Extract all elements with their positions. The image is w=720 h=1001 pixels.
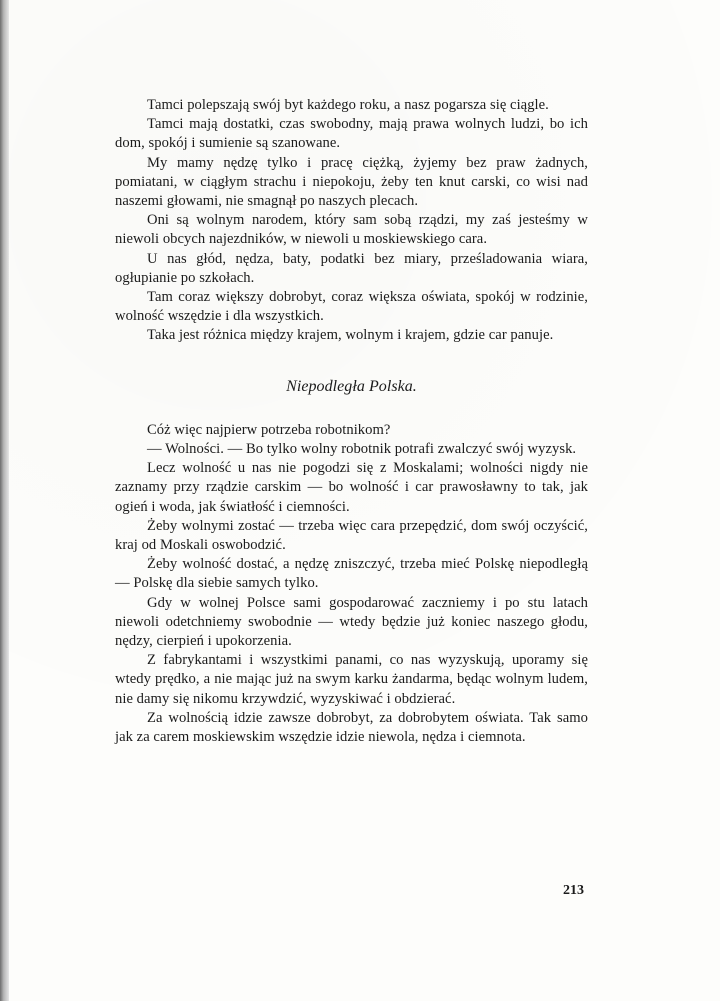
paragraph: Żeby wolnymi zostać — trzeba więc cara przepędzić, dom swój oczyścić, kraj od Moskali oswobodzić. bbox=[115, 517, 588, 554]
book-spine-shadow bbox=[0, 0, 9, 1001]
paragraph: Taka jest różnica między krajem, wolnym i krajem, gdzie car panuje. bbox=[147, 327, 554, 344]
page-text bbox=[115, 96, 588, 747]
paragraph: Oni są wolnym narodem, który sam sobą rządzi, my zaś jesteśmy w niewoli obcych najezdników, w niewoli u moskiewskiego cara. bbox=[115, 212, 588, 248]
paragraph: Tamci mają dostatki, czas swobodny, mają prawa wolnych ludzi, bo ich dom, spokój i sumienie są szanowane. bbox=[115, 116, 588, 152]
paragraph: My mamy nędzę tylko i pracę ciężką, żyjemy bez praw żadnych, pomiatani, w ciągłym strachu i niepokoju, żeby ten knut carski, co wisi nad naszemi głowami, nie smagnął po naszych plecach. bbox=[115, 154, 588, 210]
paragraph: Za wolnością idzie zawsze dobrobyt, za dobrobytem oświata. Tak samo jak za carem moskiewskim wszędzie idzie niewola, nędza i ciemnota. bbox=[115, 709, 588, 746]
paragraph: Cóż więc najpierw potrzeba robotnikom? bbox=[147, 421, 391, 438]
paragraph: U nas głód, nędza, baty, podatki bez miary, prześladowania wiara, ogłupianie po szkołach. bbox=[115, 250, 588, 286]
page-number: 213 bbox=[563, 883, 584, 898]
paragraph: — Wolności. — Bo tylko wolny robotnik potrafi zwalczyć swój wyzysk. bbox=[147, 441, 577, 458]
section-title: Niepodległa Polska. bbox=[286, 377, 417, 395]
paragraph: Tam coraz większy dobrobyt, coraz większa oświata, spokój w rodzinie, wolność wszędzie i dla wszystkich. bbox=[115, 289, 588, 325]
paragraph: Z fabrykantami i wszystkimi panami, co nas wyzyskują, uporamy się wtedy prędko, a nie mając już na swym karku żandarma, będąc wolnym ludem, nie damy się nikomu krzywdzić, wyzyskiwać i obdzierać. bbox=[115, 652, 588, 707]
paragraph: Żeby wolność dostać, a nędzę zniszczyć, trzeba mieć Polskę niepodległą — Polskę dla siebie samych tylko. bbox=[115, 556, 588, 592]
paragraph: Lecz wolność u nas nie pogodzi się z Moskalami; wolności nigdy nie zaznamy przy rządzie carskim — bo wolność i car prawosławny to tak, jak ogień i woda, jak światłość i ciemności. bbox=[115, 460, 588, 515]
paragraph: Tamci polepszają swój byt każdego roku, a nasz pogarsza się ciągle. bbox=[147, 97, 549, 113]
paragraph: Gdy w wolnej Polsce sami gospodarować zaczniemy i po stu latach niewoli odetchniemy swobodnie — wtedy będzie już koniec naszego głodu, nędzy, cierpień i upokorzenia. bbox=[115, 594, 588, 650]
